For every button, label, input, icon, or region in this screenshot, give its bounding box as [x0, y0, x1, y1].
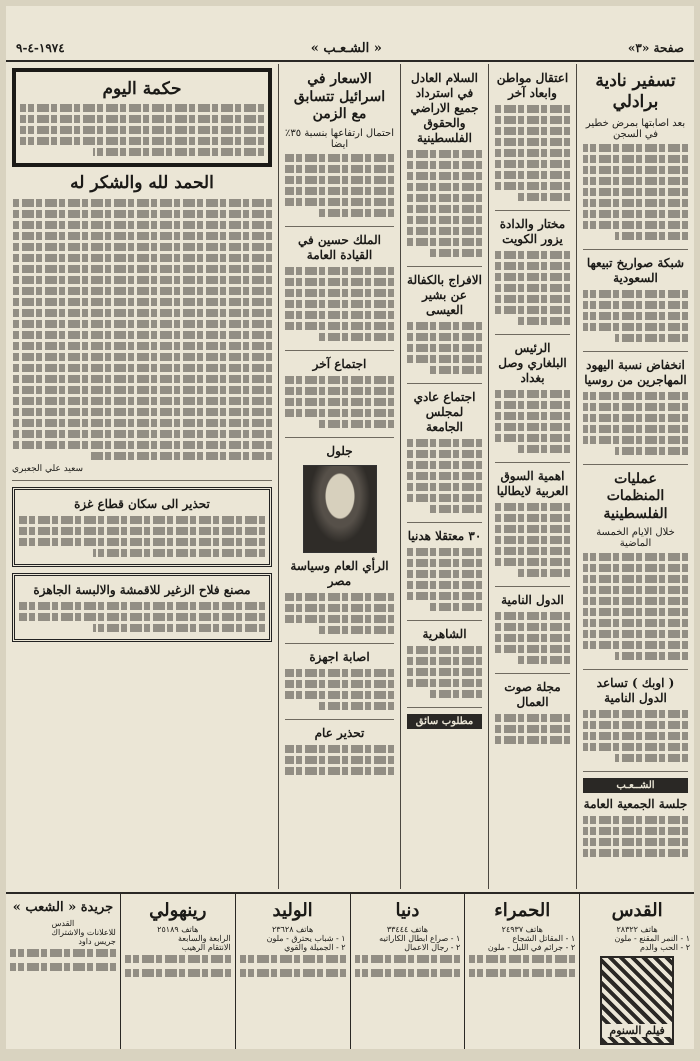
ad-dunya: [350, 894, 465, 1049]
ad-name: القدس: [611, 900, 663, 921]
ad-name: دنيا: [395, 900, 420, 921]
article-arrest: [495, 71, 570, 211]
portrait-photo: [303, 465, 377, 553]
article-king: [285, 233, 394, 351]
ad-line: ١ - المقاتل الشجاع: [512, 934, 576, 943]
headline: اصابة اجهزة: [309, 649, 370, 664]
article-bail: [407, 273, 482, 384]
signature: سعيد علي الجعبري: [12, 463, 84, 474]
wanted-driver-banner: مطلوب سائق: [407, 714, 482, 729]
headline: الحمد لله والشكر له: [70, 173, 214, 194]
article-opinion: [285, 444, 394, 644]
column-5: [6, 64, 278, 889]
ad-shaab: [6, 894, 120, 1049]
article-thanks: [12, 173, 272, 480]
article-shahriya: [407, 627, 482, 708]
ad-name: الوليد: [272, 900, 313, 921]
headline: اجتماع آخر: [312, 356, 367, 371]
subheadline: بعد اصابتها بمرض خطير في السجن: [585, 117, 686, 140]
film-label: فيلم السنوم: [602, 1024, 672, 1037]
film-poster: [600, 956, 674, 1045]
ad-line: ٢ - رجال الاعمال: [404, 943, 461, 952]
article-missiles: [583, 256, 688, 352]
ad-line: ٢ - جرائم في الليل - ملون: [487, 943, 576, 952]
headline: تحذير عام: [314, 725, 365, 740]
ad-line: ١ - صراع ابطال الكاراتيه: [379, 934, 461, 943]
newspaper-page: [6, 6, 694, 1049]
article-kuwait: [495, 217, 570, 335]
ad-reinholi: [120, 894, 235, 1049]
headline: السلام العادل في استرداد جميع الاراضي والحقوق الفلسطينية: [410, 71, 479, 145]
article-devices: [285, 650, 394, 720]
headline: مجلة صوت العمال: [504, 680, 561, 709]
ad-line: الرابعة والسابعة: [178, 934, 231, 943]
issue-date: ١٩٧٤-٤-٩: [16, 41, 65, 55]
article-peace: [407, 71, 482, 267]
ad-name: رينهولي: [149, 900, 207, 921]
article-israel-prices: [285, 71, 394, 227]
article-immigration: [583, 358, 688, 465]
headline: جلسة الجمعية العامة: [583, 797, 688, 811]
wisdom-title: حكمة اليوم: [102, 79, 182, 99]
ad-hamra: [464, 894, 579, 1049]
article-bulgaria: [495, 341, 570, 463]
ad-name: الحمراء: [494, 900, 551, 921]
ad-line: جريس داود: [78, 937, 116, 946]
column-1: [576, 64, 694, 889]
notice-gaza: [12, 487, 272, 567]
headline: عمليات المنظمات الفلسطينية: [603, 470, 668, 522]
article-detainees: [407, 529, 482, 621]
notice-factory: [12, 573, 272, 642]
article-developing: [495, 593, 570, 674]
ad-phone: هاتف ٢٨٣٢٢: [616, 925, 658, 934]
headline: اهمية السوق العربية لايطاليا: [496, 469, 569, 498]
headline: تسفير نادية برادلي: [595, 71, 676, 113]
headline: الشاهرية: [422, 627, 467, 641]
subheadline: احتمال ارتفاعها بنسبة ٣٥٪ ايضا: [285, 127, 394, 150]
ad-quds: [579, 894, 694, 1049]
column-2: [488, 64, 576, 889]
article-opec: [583, 676, 688, 772]
paper-name: « الشـعـب »: [310, 40, 382, 56]
headline: الافراج بالكفالة عن بشير العيسى: [407, 273, 482, 317]
column-3: [400, 64, 488, 889]
wisdom-box: [12, 68, 272, 167]
article-league: [407, 390, 482, 523]
article-italy: [495, 469, 570, 587]
masthead: [6, 36, 694, 62]
headline: ٣٠ معتقلا هدنيا: [407, 529, 482, 543]
ad-line: ٢ - الحب والدم: [640, 943, 690, 952]
article-bradley: [583, 71, 688, 250]
ad-line: ١ - النمر المقنع - ملون: [614, 934, 690, 943]
headline: الرأي العام وسياسة مصر: [290, 558, 389, 588]
headline: الرئيس البلغاري وصل بغداد: [498, 341, 567, 385]
headline: ( اوبك ) تساعد الدول النامية: [596, 676, 675, 705]
headline: انخفاض نسبة اليهود المهاجرين من روسيا: [584, 357, 687, 387]
article-meeting: [285, 357, 394, 438]
ad-walid: [235, 894, 350, 1049]
headline: الدول النامية: [501, 593, 564, 607]
column-logo: جلول: [326, 443, 353, 458]
headline: الاسعار في اسرائيل تتسابق مع الزمن: [293, 71, 386, 122]
ad-line: للاعلانات والاشتراك: [51, 928, 116, 937]
headline: مصنع فلاح الزغير للاقمشة والالبسة الجاهزة: [33, 582, 251, 597]
ad-phone: هاتف ٢٤٩٣٧: [501, 925, 543, 934]
ad-phone: هاتف ٢٣٦٢٨: [272, 925, 314, 934]
ad-line: ٢ - الجميلة والقوي: [284, 943, 346, 952]
ad-phone: القدس: [51, 919, 75, 928]
headline: مختار والدادة يزور الكويت: [499, 217, 566, 246]
headline: تحذير الى سكان قطاع غزة: [74, 496, 210, 511]
cinema-ads: [6, 892, 694, 1049]
headline: الملك حسين في القيادة العامة: [298, 232, 381, 262]
section-banner: الشــعـب: [583, 778, 688, 793]
ad-name: جريدة « الشعب »: [12, 900, 114, 915]
ad-phone: هاتف ٢٥١٨٩: [157, 925, 199, 934]
ad-line: ١ - شباب يحترق - ملون: [266, 934, 346, 943]
article-operations: [583, 471, 688, 671]
headline: اعتقال مواطن وابعاد آخر: [496, 71, 569, 100]
ad-phone: هاتف ٣٣٤٤٤: [386, 925, 429, 934]
column-4: [278, 64, 400, 889]
headline: اجتماع عادي لمجلس الجامعة: [413, 390, 476, 434]
headline: شبكة صواريخ تبيعها السعودية: [586, 255, 685, 285]
ad-line: الانتقام الرهيب: [181, 943, 231, 952]
subheadline: خلال الايام الخمسة الماضية: [596, 527, 675, 549]
page-label: صفحة «٣»: [627, 41, 684, 55]
